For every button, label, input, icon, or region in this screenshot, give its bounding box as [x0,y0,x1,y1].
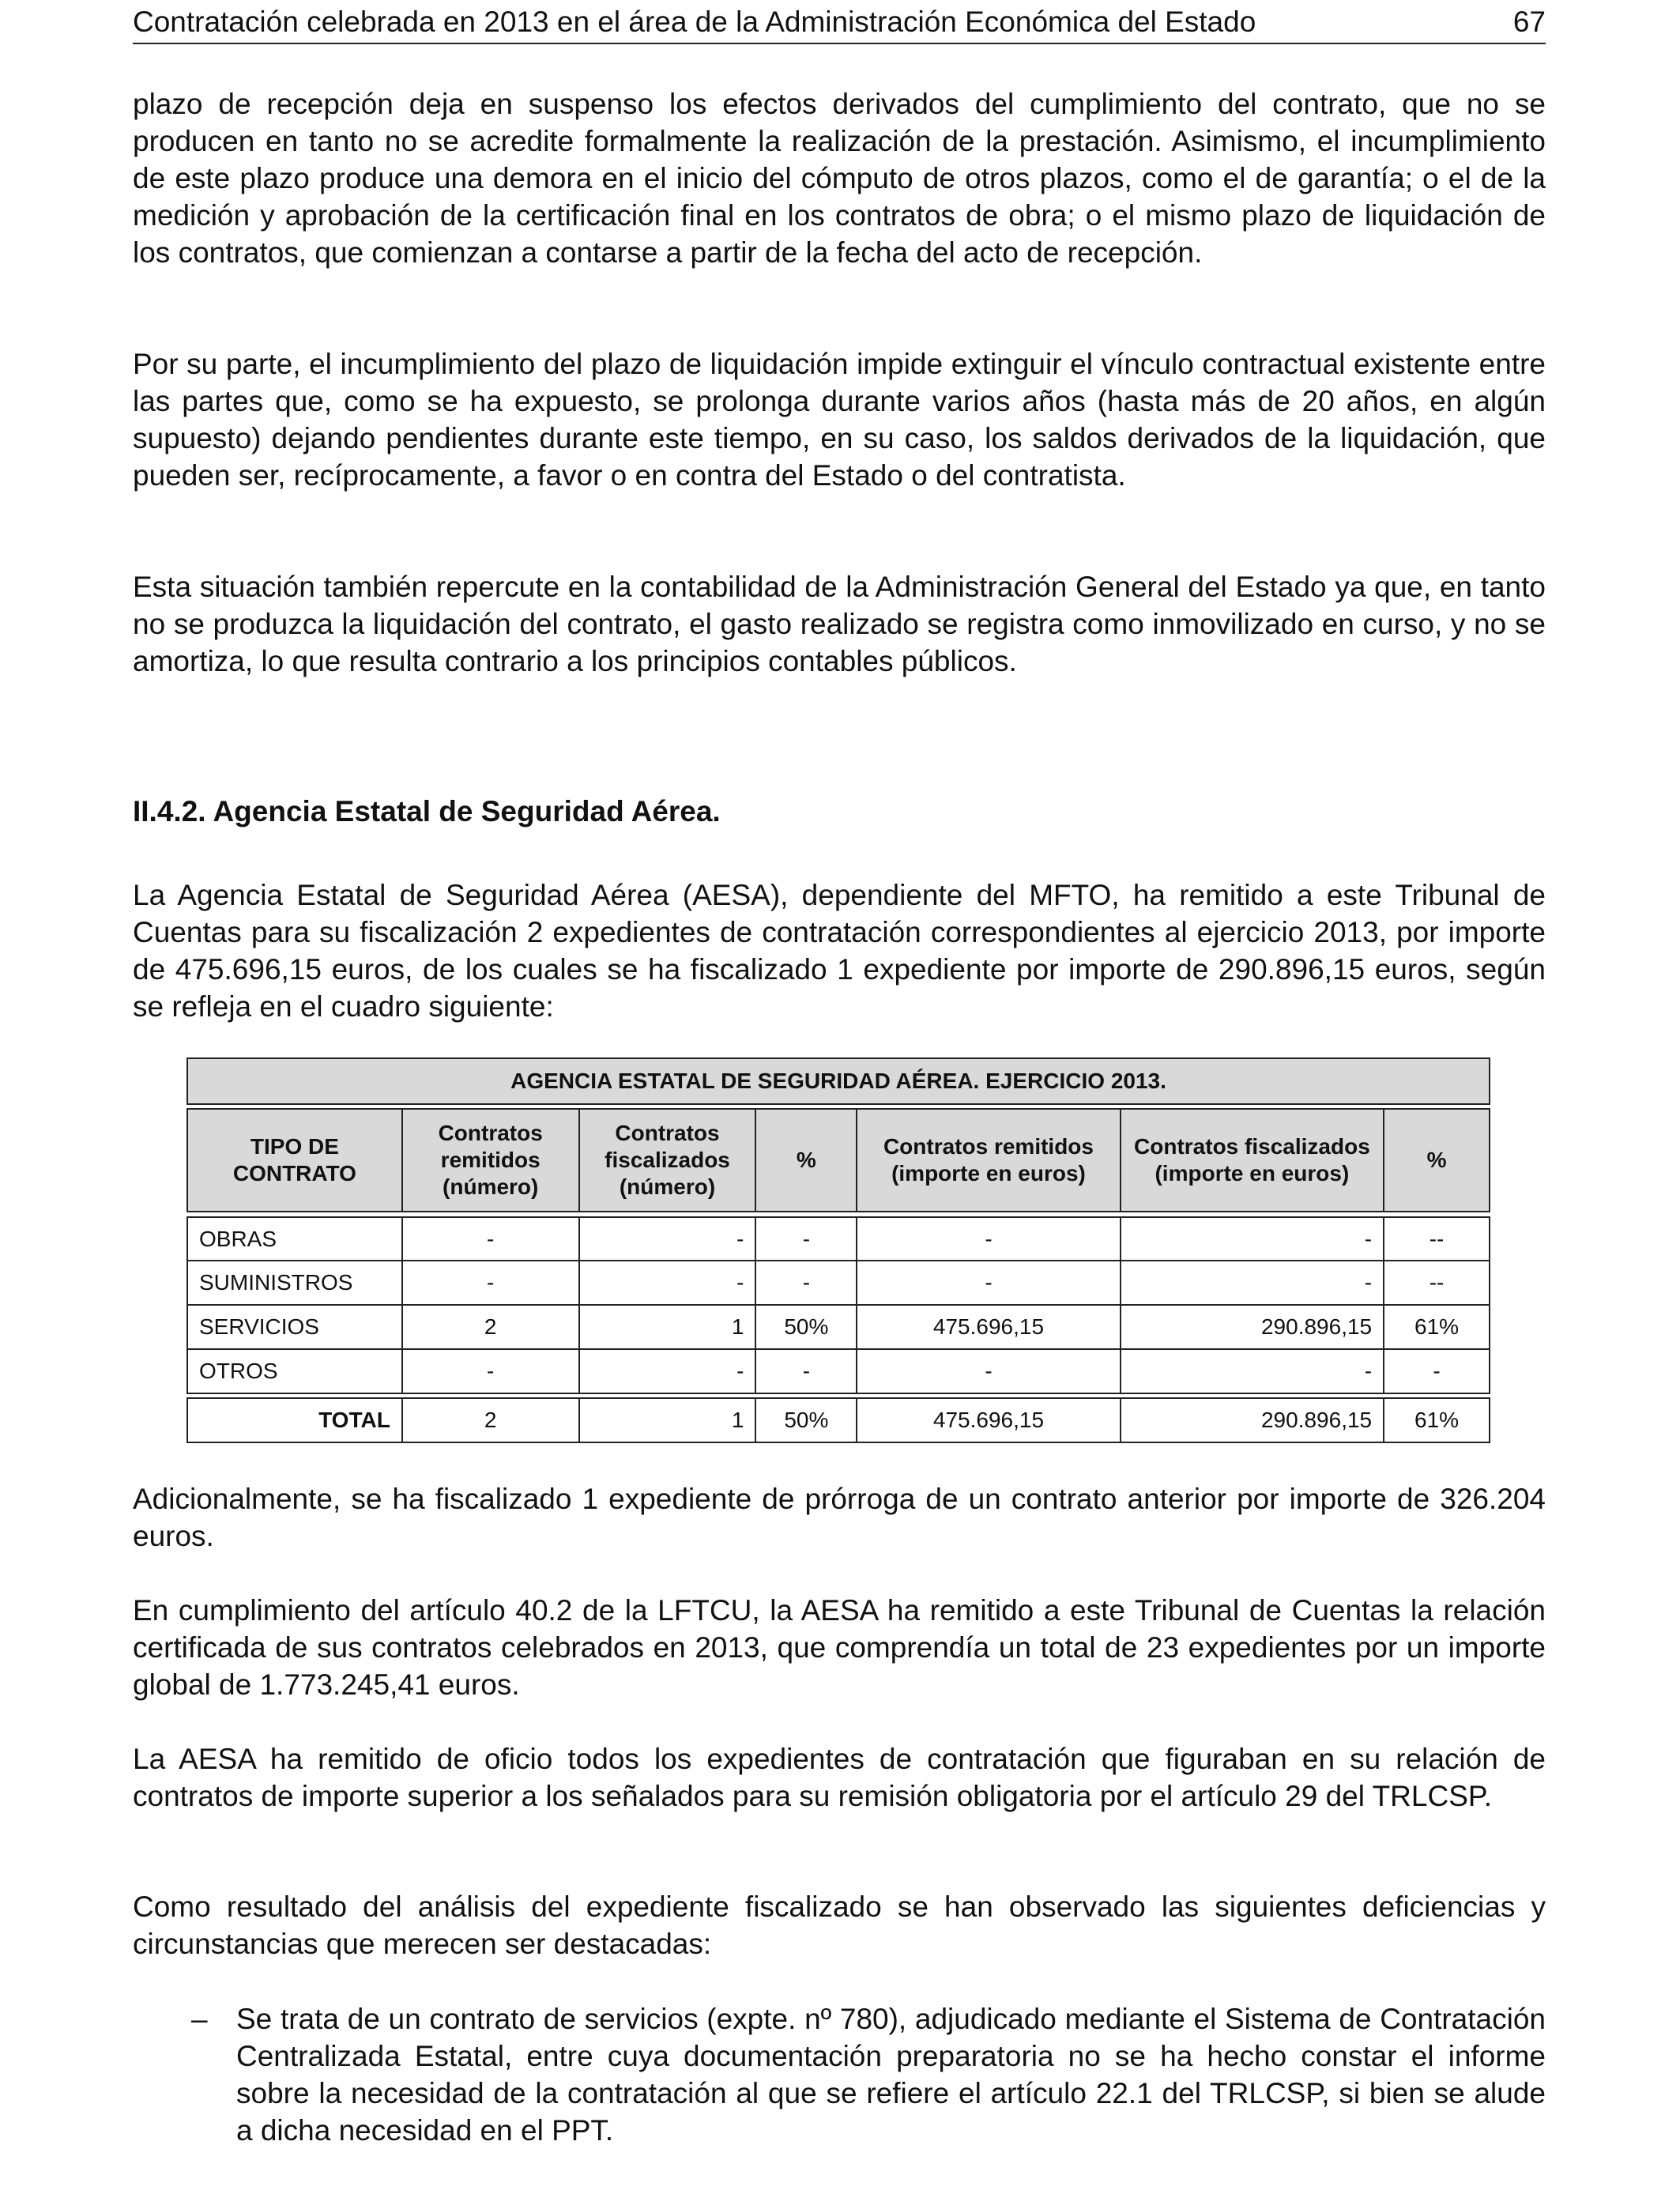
table-header-row [187,1109,1490,1212]
table-cell: SUMINISTROS [187,1261,402,1305]
table-cell: 61% [1384,1305,1490,1349]
table-cell: - [1121,1349,1384,1393]
section-heading: II.4.2. Agencia Estatal de Seguridad Aérea. [133,795,721,827]
table-cell: OBRAS [187,1217,402,1261]
table-cell: - [579,1349,756,1393]
table-cell: TOTAL [187,1398,402,1442]
table-cell: - [402,1349,579,1393]
running-header [133,3,1546,44]
column-header-remitidos-numero: Contratos remitidos (número) [402,1109,579,1212]
table-cell: - [579,1217,756,1261]
table-cell: 61% [1384,1398,1490,1442]
column-header-fiscalizados-numero: Contratos fiscalizados (número) [579,1109,756,1212]
table-cell: 2 [402,1305,579,1349]
table-cell: - [1121,1261,1384,1305]
table-cell: - [402,1261,579,1305]
table-cell: 475.696,15 [857,1305,1120,1349]
page-number: 67 [1512,6,1546,38]
table-cell: - [755,1261,857,1305]
table-row [187,1305,1490,1349]
table-cell: OTROS [187,1349,402,1393]
table-cell: 290.896,15 [1121,1398,1384,1442]
table-cell: 475.696,15 [857,1398,1120,1442]
table-caption: AGENCIA ESTATAL DE SEGURIDAD AÉREA. EJERCICIO 2013. [187,1058,1490,1104]
column-header-remitidos-importe: Contratos remitidos (importe en euros) [857,1109,1120,1212]
contracts-table [186,1057,1490,1443]
table-cell: 1 [579,1398,756,1442]
table-cell: - [857,1217,1120,1261]
paragraph-1: plazo de recepción deja en suspenso los efectos derivados del cumplimiento del contrato, que no se producen en tanto no se acredite formalmente la realización de la prestación. Asimismo, el incumplimiento de este plazo produce una demora en el inicio del cómputo de otros plazos, como el de garantía; o el de la medición y aprobación de la certificación final en los contratos de obra; o el mismo plazo de liquidación de los contratos, que comienzan a contarse a partir de la fecha del acto de recepción. [133,88,1546,269]
table-cell: - [755,1349,857,1393]
table-row [187,1261,1490,1305]
table-cell: - [857,1261,1120,1305]
table-cell: - [579,1261,756,1305]
column-header-percent-importe: % [1384,1109,1490,1212]
paragraph-7: La AESA ha remitido de oficio todos los expedientes de contratación que figuraban en su relación de contratos de importe superior a los señalados para su remisión obligatoria por el artículo 29 del TRLCSP. [133,1743,1546,1812]
paragraph-6: En cumplimiento del artículo 40.2 de la LFTCU, la AESA ha remitido a este Tribunal de Cuentas la relación certificada de sus contratos celebrados en 2013, que comprendía un total de 23 expedientes por un importe global de 1.773.245,41 euros. [133,1594,1546,1701]
table-caption-row [187,1058,1490,1104]
column-header-tipo: TIPO DE CONTRATO [187,1109,402,1212]
table-cell: 1 [579,1305,756,1349]
paragraph-8: Como resultado del análisis del expediente fiscalizado se han observado las siguientes deficiencias y circunstancias que merecen ser destacadas: [133,1891,1546,1960]
column-header-percent-numero: % [755,1109,857,1212]
table-total-row [187,1398,1490,1442]
paragraph-5: Adicionalmente, se ha fiscalizado 1 expediente de prórroga de un contrato anterior por importe de 326.204 euros. [133,1483,1546,1552]
table-cell: - [402,1217,579,1261]
table-cell: -- [1384,1261,1490,1305]
table-cell: - [1121,1217,1384,1261]
paragraph-3: Esta situación también repercute en la contabilidad de la Administración General del Estado ya que, en tanto no se produzca la liquidación del contrato, el gasto realizado se registra como inmovilizado en curso, y no se amortiza, lo que resulta contrario a los principios contables públicos. [133,571,1546,677]
header-title: Contratación celebrada en 2013 en el área de la Administración Económica del Estado [133,6,1256,38]
table-cell: - [1384,1349,1490,1393]
column-header-fiscalizados-importe: Contratos fiscalizados (importe en euros) [1121,1109,1384,1212]
table-cell: -- [1384,1217,1490,1261]
paragraph-2: Por su parte, el incumplimiento del plazo de liquidación impide extinguir el vínculo contractual existente entre las partes que, como se ha expuesto, se prolonga durante varios años (hasta más de 20 años, en algún supuesto) dejando pendientes durante este tiempo, en su caso, los saldos derivados de la liquidación, que pueden ser, recíprocamente, a favor o en contra del Estado o del contratista. [133,348,1546,492]
table-cell: 50% [755,1305,857,1349]
table-cell: - [857,1349,1120,1393]
table-row [187,1349,1490,1393]
bullet-item: Se trata de un contrato de servicios (expte. nº 780), adjudicado mediante el Sistema de Contratación Centralizada Estatal, entre cuya documentación preparatoria no se ha hecho constar el informe sobre la necesidad de la contratación al que se refiere el artículo 22.1 del TRLCSP, si bien se alude a dicha necesidad en el PPT. [236,2003,1546,2147]
contracts-table-container [186,1057,1490,1443]
paragraph-4: La Agencia Estatal de Seguridad Aérea (AESA), dependiente del MFTO, ha remitido a este Tribunal de Cuentas para su fiscalización 2 expedientes de contratación correspondientes al ejercicio 2013, por importe de 475.696,15 euros, de los cuales se ha fiscalizado 1 expediente por importe de 290.896,15 euros, según se refleja en el cuadro siguiente: [133,879,1546,1023]
table-cell: 2 [402,1398,579,1442]
table-cell: SERVICIOS [187,1305,402,1349]
table-cell: 290.896,15 [1121,1305,1384,1349]
bullet-dash: – [191,2003,208,2035]
table-cell: 50% [755,1398,857,1442]
table-row [187,1217,1490,1261]
table-cell: - [755,1217,857,1261]
